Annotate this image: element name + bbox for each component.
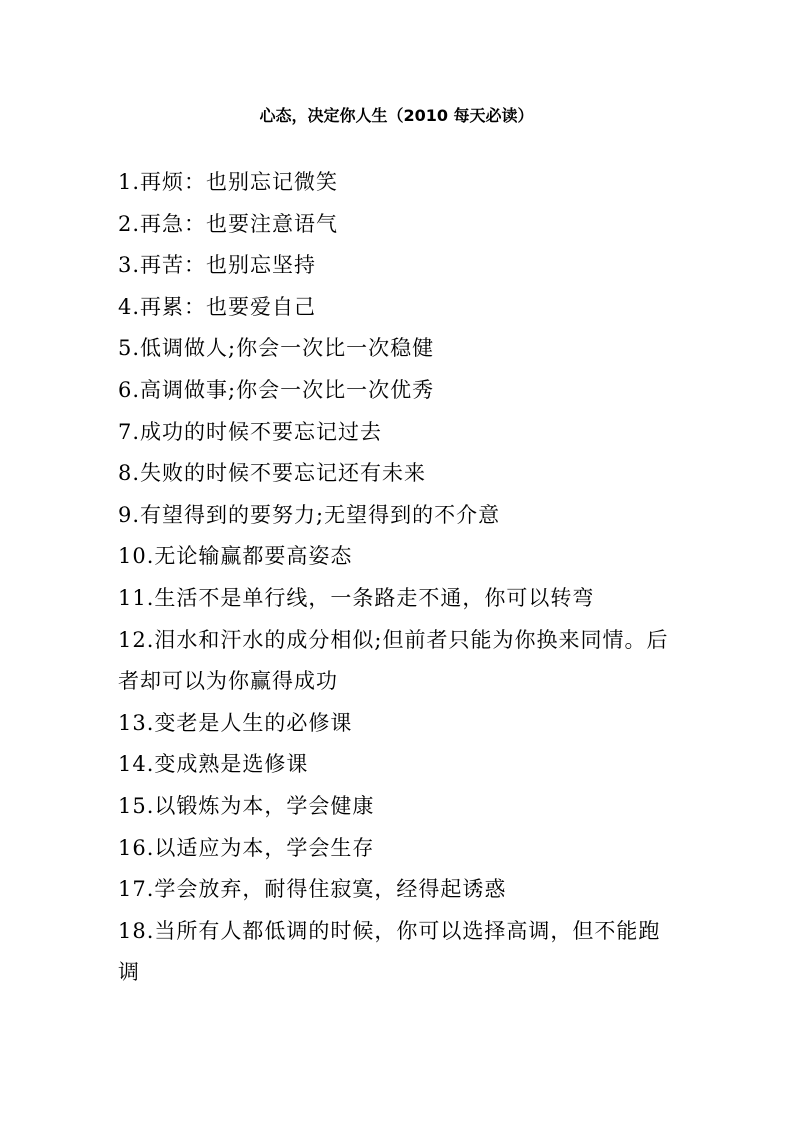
list-item: 15.以锻炼为本，学会健康 bbox=[118, 793, 375, 818]
list-item: 16.以适应为本，学会生存 bbox=[118, 835, 375, 860]
list-item: 11.生活不是单行线，一条路走不通，你可以转弯 bbox=[118, 585, 595, 610]
list-item: 7.成功的时候不要忘记过去 bbox=[118, 419, 383, 444]
list-item: 10.无论输赢都要高姿态 bbox=[118, 544, 353, 569]
item-list bbox=[118, 162, 678, 994]
list-item: 14.变成熟是选修课 bbox=[118, 752, 309, 777]
list-item: 13.变老是人生的必修课 bbox=[118, 710, 353, 735]
list-item: 3.再苦：也别忘坚持 bbox=[118, 253, 317, 278]
list-item: 8.失败的时候不要忘记还有未来 bbox=[118, 461, 427, 486]
list-item: 2.再急：也要注意语气 bbox=[118, 211, 339, 236]
list-item: 5.低调做人;你会一次比一次稳健 bbox=[118, 336, 435, 361]
list-item: 1.再烦：也别忘记微笑 bbox=[118, 170, 339, 194]
list-item: 6.高调做事;你会一次比一次优秀 bbox=[118, 377, 435, 402]
list-item: 4.再累：也要爱自己 bbox=[118, 294, 317, 319]
list-item: 18.当所有人都低调的时候，你可以选择高调，但不能跑调 bbox=[118, 918, 661, 985]
list-item: 17.学会放弃，耐得住寂寞，经得起诱惑 bbox=[118, 877, 507, 902]
document-title: 心态，决定你人生（2010 每天必读） bbox=[259, 106, 534, 125]
list-item: 12.泪水和汗水的成分相似;但前者只能为你换来同情。后者却可以为你赢得成功 bbox=[118, 627, 669, 694]
list-item: 9.有望得到的要努力;无望得到的不介意 bbox=[118, 502, 501, 527]
